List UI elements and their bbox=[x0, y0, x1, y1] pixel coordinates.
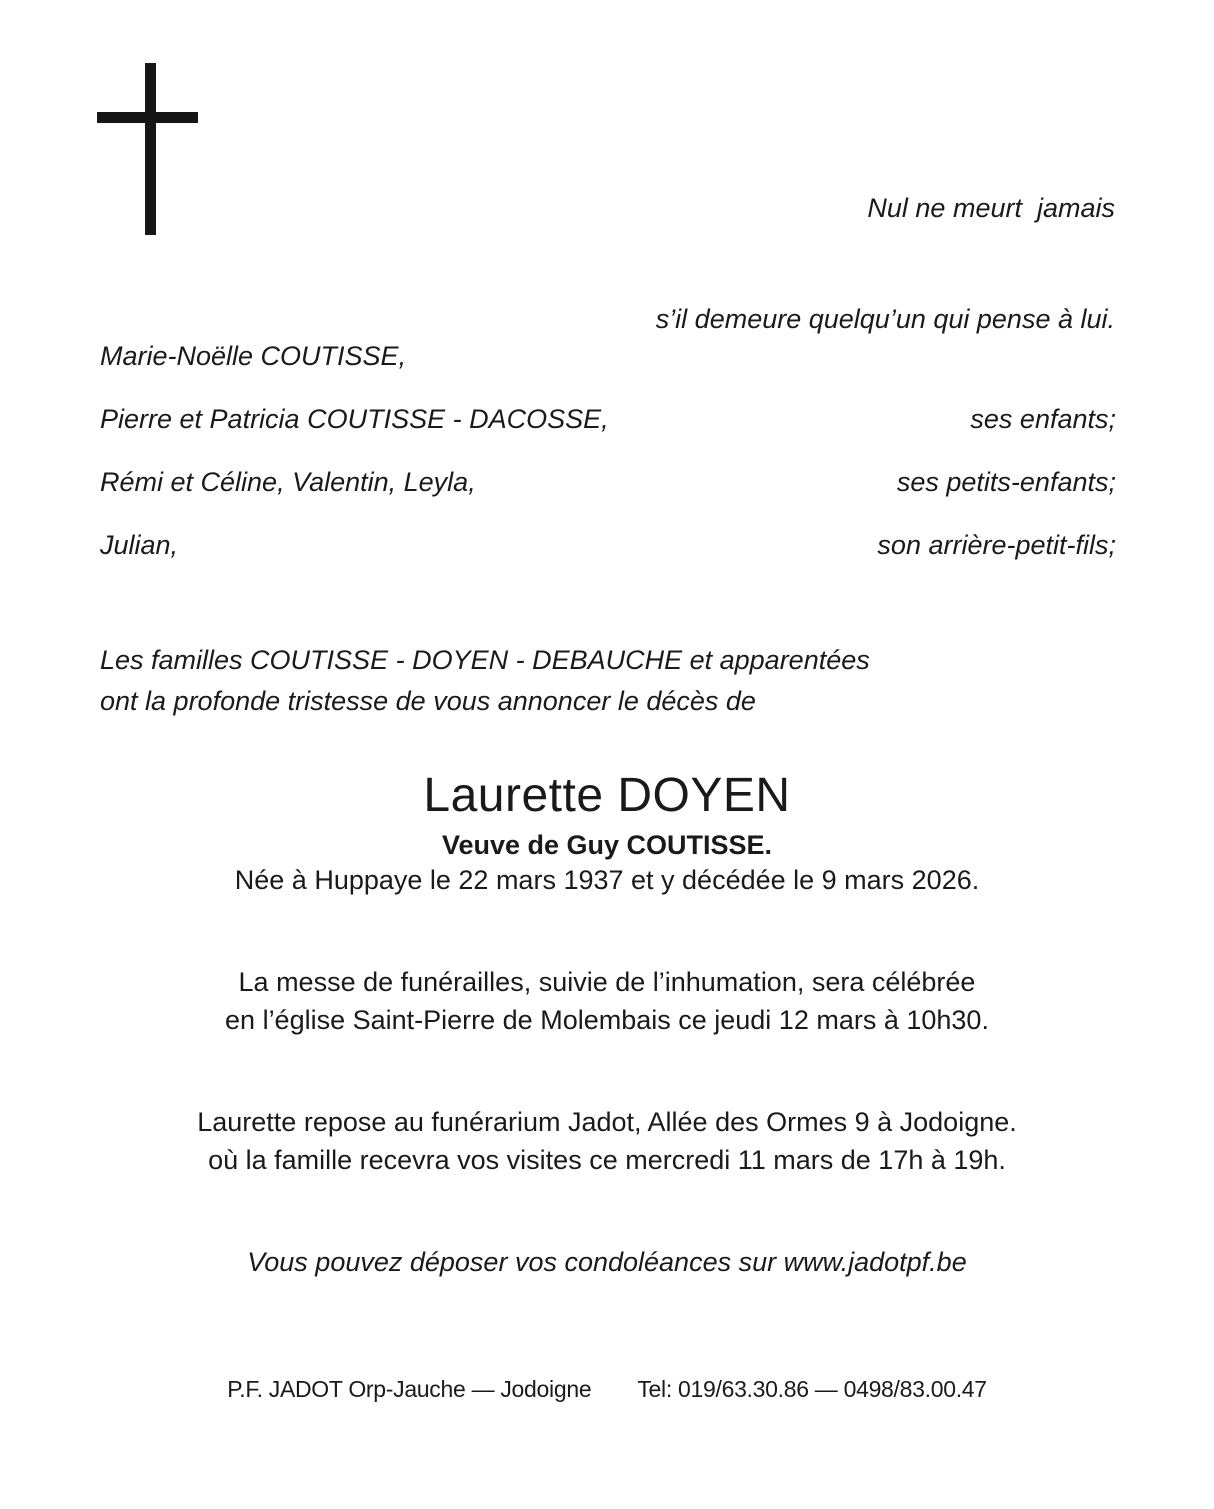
family-relation: ses enfants; bbox=[970, 404, 1116, 434]
family-row bbox=[100, 464, 1116, 500]
ceremony-line-1: La messe de funérailles, suivie de l’inhumation, sera célébrée bbox=[238, 967, 976, 997]
latin-cross-icon bbox=[97, 63, 198, 235]
announcement bbox=[100, 640, 1116, 722]
family-relation: son arrière-petit-fils; bbox=[877, 530, 1116, 560]
deceased-block bbox=[0, 768, 1214, 897]
family-names: Julian, bbox=[100, 530, 179, 560]
family-list bbox=[100, 338, 1116, 590]
ceremony-details bbox=[0, 963, 1214, 1039]
ceremony-line-2: en l’église Saint-Pierre de Molembais ce jeudi 12 mars à 10h30. bbox=[225, 1005, 989, 1035]
deceased-subtitle: Veuve de Guy COUTISSE. bbox=[441, 830, 773, 860]
deceased-life-dates: Née à Huppaye le 22 mars 1937 et y décédée le 9 mars 2026. bbox=[234, 865, 980, 895]
funeral-home-name: P.F. JADOT Orp-Jauche — Jodoigne bbox=[227, 1376, 592, 1402]
visitation-line-2: où la famille recevra vos visites ce mercredi 11 mars de 17h à 19h. bbox=[208, 1145, 1006, 1175]
family-row bbox=[100, 338, 1116, 374]
family-names: Rémi et Céline, Valentin, Leyla, bbox=[100, 467, 476, 497]
family-names: Marie-Noëlle COUTISSE, bbox=[100, 341, 407, 371]
funeral-home-footer bbox=[0, 1374, 1214, 1404]
family-row bbox=[100, 527, 1116, 563]
family-relation: ses petits-enfants; bbox=[896, 467, 1116, 497]
cross-horizontal-bar bbox=[97, 112, 198, 123]
condolences-note bbox=[0, 1243, 1214, 1281]
announcement-line-1: Les familles COUTISSE - DOYEN - DEBAUCHE et apparentées bbox=[100, 645, 870, 675]
visitation-details bbox=[0, 1103, 1214, 1179]
funeral-home-phone: Tel: 019/63.30.86 — 0498/83.00.47 bbox=[637, 1376, 987, 1402]
visitation-line-1: Laurette repose au funérarium Jadot, Allée des Ormes 9 à Jodoigne. bbox=[197, 1107, 1017, 1137]
deceased-name: Laurette DOYEN bbox=[423, 769, 791, 822]
announcement-line-2: ont la profonde tristesse de vous annoncer le décès de bbox=[100, 686, 756, 716]
epitaph-line-1: Nul ne meurt jamais bbox=[867, 193, 1115, 223]
family-names: Pierre et Patricia COUTISSE - DACOSSE, bbox=[100, 404, 609, 434]
epitaph-line-2: s’il demeure quelqu’un qui pense à lui. bbox=[655, 304, 1115, 334]
cross-vertical-bar bbox=[145, 63, 156, 235]
family-row bbox=[100, 401, 1116, 437]
condolences-text: Vous pouvez déposer vos condoléances sur www.jadotpf.be bbox=[247, 1247, 967, 1277]
